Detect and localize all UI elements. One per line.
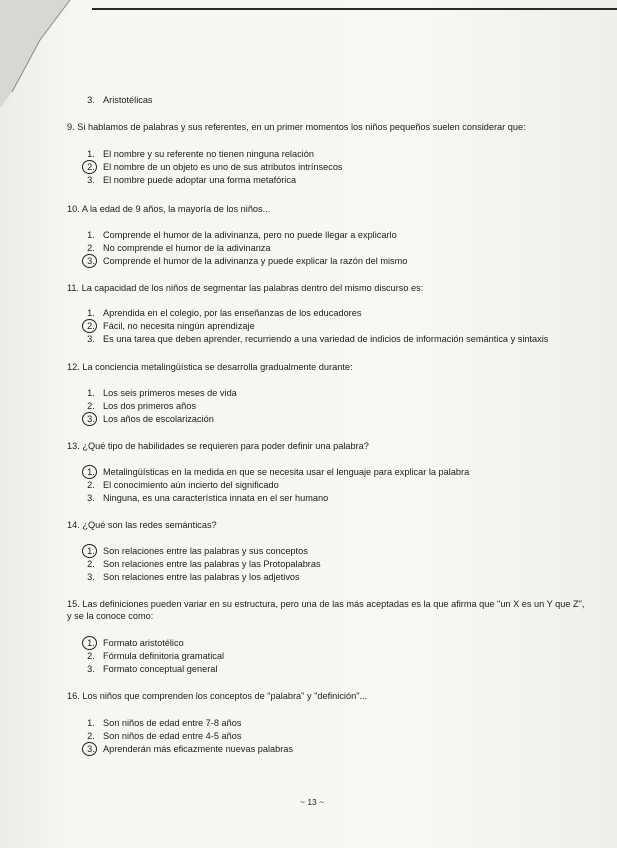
- question-13: [67, 440, 587, 452]
- option-row: [87, 663, 218, 675]
- option-number: 2.: [87, 243, 95, 253]
- option-row-answered: [87, 637, 184, 649]
- option-text: Aprendida en el colegio, por las enseñanzas de los educadores: [103, 308, 362, 318]
- question-14: [67, 519, 587, 531]
- option-row: [87, 242, 271, 254]
- option-row: [87, 717, 242, 729]
- question-number: 14.: [67, 520, 80, 530]
- option-row: [87, 492, 329, 504]
- option-text: Son relaciones entre las palabras y los adjetivos: [103, 572, 300, 582]
- option-number: 1.: [87, 546, 95, 556]
- question-text: ¿Qué tipo de habilidades se requieren para poder definir una palabra?: [82, 441, 369, 451]
- option-number: 2.: [87, 651, 95, 661]
- option-row: [87, 229, 397, 241]
- option-number: 3.: [87, 95, 95, 105]
- option-number: 2.: [87, 321, 95, 331]
- option-text: El nombre de un objeto es uno de sus atributos intrínsecos: [103, 162, 343, 172]
- option-text: El nombre puede adoptar una forma metafórica: [103, 175, 297, 185]
- option-text: Son relaciones entre las palabras y las Protopalabras: [103, 559, 321, 569]
- option-row-answered: [87, 255, 408, 267]
- question-text: ¿Qué son las redes semánticas?: [82, 520, 217, 530]
- option-row: [87, 558, 321, 570]
- option-text: Es una tarea que deben aprender, recurriendo a una variedad de indicios de información semántica y sintaxis: [103, 334, 549, 344]
- option-row: [87, 333, 549, 345]
- option-text: Aristotélicas: [103, 95, 153, 105]
- option-row: [87, 479, 279, 491]
- option-number: 2.: [87, 731, 95, 741]
- question-number: 12.: [67, 362, 80, 372]
- option-text: Comprende el humor de la adivinanza y puede explicar la razón del mismo: [103, 256, 408, 266]
- option-text: El conocimiento aún incierto del significado: [103, 480, 279, 490]
- option-text: Ninguna, es una característica innata en el ser humano: [103, 493, 329, 503]
- option-row-answered: [87, 161, 343, 173]
- option-row: [87, 148, 314, 160]
- option-number: 2.: [87, 559, 95, 569]
- option-number: 3.: [87, 572, 95, 582]
- option-text: Son niños de edad entre 7-8 años: [103, 718, 242, 728]
- question-text: Si hablamos de palabras y sus referentes, en un primer momentos los niños pequeños suelen considerar que:: [77, 122, 526, 132]
- option-text: Fácil, no necesita ningún aprendizaje: [103, 321, 255, 331]
- option-text: No comprende el humor de la adivinanza: [103, 243, 271, 253]
- option-row: [87, 307, 362, 319]
- option-row-answered: [87, 320, 255, 332]
- option-text: Los años de escolarización: [103, 414, 214, 424]
- option-number: 3.: [87, 744, 95, 754]
- question-15: [67, 598, 587, 623]
- option-number: 1.: [87, 149, 95, 159]
- option-text: Son niños de edad entre 4-5 años: [103, 731, 242, 741]
- question-number: 11.: [67, 283, 80, 293]
- option-number: 3.: [87, 414, 95, 424]
- option-number: 3.: [87, 175, 95, 185]
- option-text: Aprenderán más eficazmente nuevas palabras: [103, 744, 293, 754]
- option-number: 1.: [87, 718, 95, 728]
- option-row: [87, 730, 242, 742]
- question-text: Las definiciones pueden variar en su estructura, pero una de las más aceptadas es la que afirma que "un X es un Y que Z", y se la conoce como:: [67, 599, 585, 622]
- option-text: Formato aristotélico: [103, 638, 184, 648]
- question-number: 10.: [67, 204, 80, 214]
- question-9: [67, 121, 587, 133]
- option-row-answered: [87, 545, 308, 557]
- question-number: 16.: [67, 691, 80, 701]
- option-number: 3.: [87, 334, 95, 344]
- option-row: [87, 650, 225, 662]
- option-text: Metalingüísticas en la medida en que se necesita usar el lenguaje para explicar la palabra: [103, 467, 470, 477]
- question-text: La capacidad de los niños de segmentar las palabras dentro del mismo discurso es:: [81, 283, 424, 293]
- question-text: La conciencia metalingüística se desarrolla gradualmente durante:: [82, 362, 353, 372]
- option-number: 3.: [87, 664, 95, 674]
- option-number: 1.: [87, 467, 95, 477]
- question-text: A la edad de 9 años, la mayoría de los niños...: [81, 204, 271, 214]
- option-number: 1.: [87, 638, 95, 648]
- question-11: [67, 282, 587, 294]
- option-number: 2.: [87, 480, 95, 490]
- option-number: 1.: [87, 230, 95, 240]
- question-number: 9.: [67, 122, 75, 132]
- option-row: [87, 94, 153, 106]
- question-number: 15.: [67, 599, 80, 609]
- option-row: [87, 571, 300, 583]
- page-number: ~ 13 ~: [300, 797, 325, 807]
- option-number: 3.: [87, 493, 95, 503]
- option-number: 3.: [87, 256, 95, 266]
- question-12: [67, 361, 587, 373]
- option-row-answered: [87, 466, 470, 478]
- option-row: [87, 387, 237, 399]
- question-16: [67, 690, 587, 702]
- option-row-answered: [87, 413, 214, 425]
- option-text: El nombre y su referente no tienen ninguna relación: [103, 149, 314, 159]
- option-row: [87, 400, 196, 412]
- option-text: Formato conceptual general: [103, 664, 218, 674]
- question-text: Los niños que comprenden los conceptos de "palabra" y "definición"...: [82, 691, 368, 701]
- option-row: [87, 174, 297, 186]
- option-text: Fórmula definitoria gramatical: [103, 651, 225, 661]
- option-text: Comprende el humor de la adivinanza, pero no puede llegar a explicarlo: [103, 230, 397, 240]
- option-number: 2.: [87, 162, 95, 172]
- option-text: Son relaciones entre las palabras y sus conceptos: [103, 546, 308, 556]
- option-number: 2.: [87, 401, 95, 411]
- option-text: Los seis primeros meses de vida: [103, 388, 237, 398]
- option-text: Los dos primeros años: [103, 401, 196, 411]
- option-row-answered: [87, 743, 293, 755]
- option-number: 1.: [87, 308, 95, 318]
- question-10: [67, 203, 587, 215]
- option-number: 1.: [87, 388, 95, 398]
- question-number: 13.: [67, 441, 80, 451]
